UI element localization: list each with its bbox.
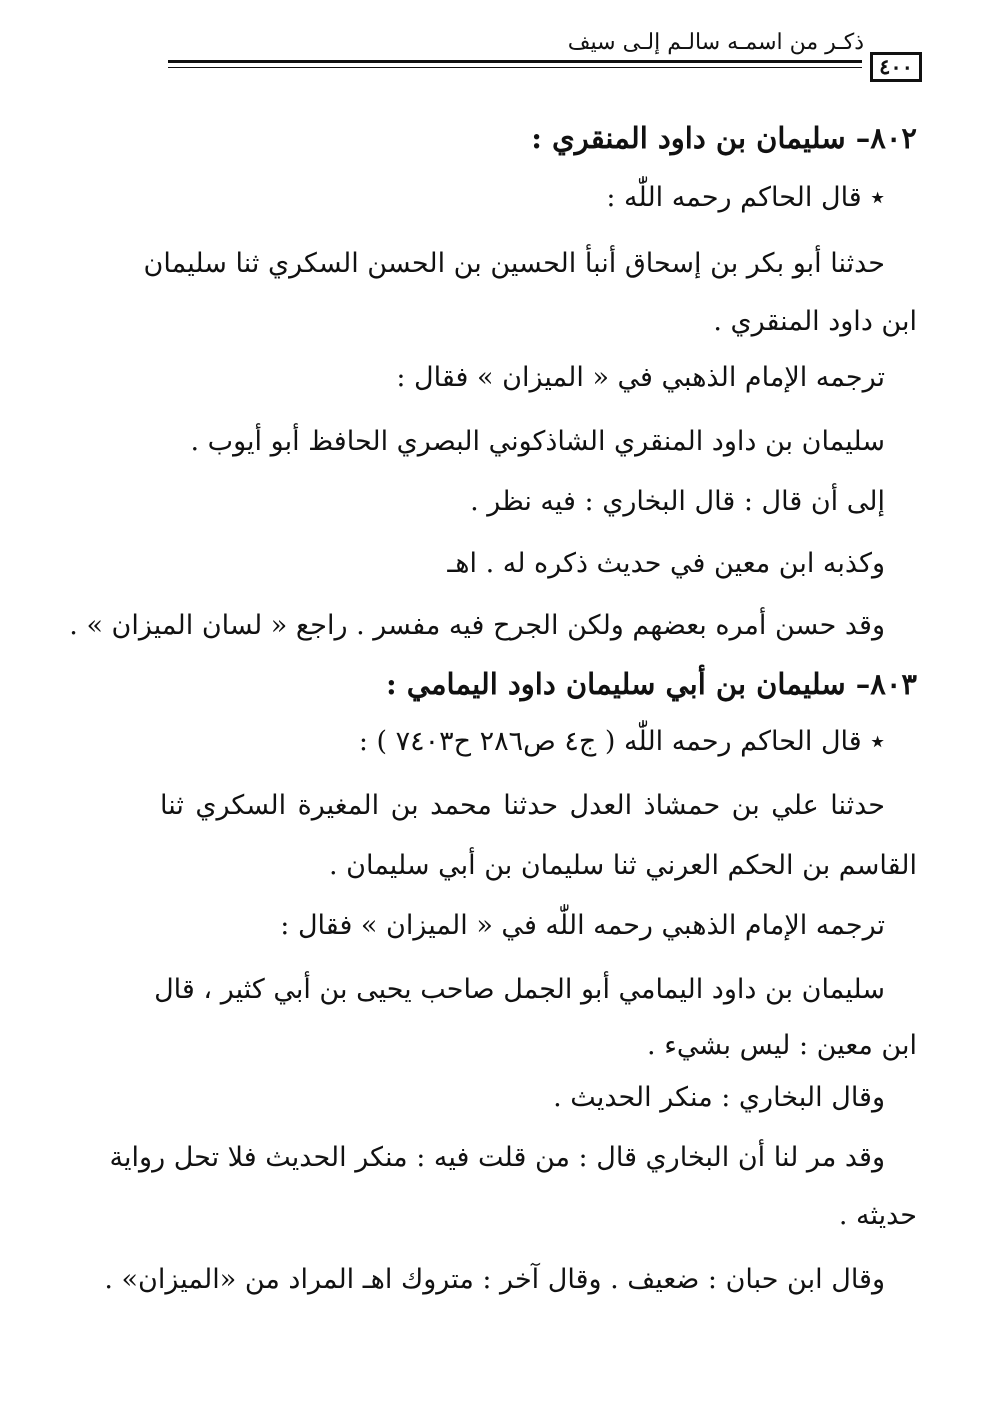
body-line: ٭ قال الحاكم رحمه اللّٰه : bbox=[606, 182, 885, 213]
body-line: وقال ابن حبان : ضعيف . وقال آخر : متروك اهـ المراد من «الميزان» . bbox=[104, 1264, 885, 1295]
body-line: وقد حسن أمره بعضهم ولكن الجرح فيه مفسر . راجع « لسان الميزان » . bbox=[69, 610, 885, 641]
body-line: سليمان بن داود المنقري الشاذكوني البصري الحافظ أبو أيوب . bbox=[190, 426, 885, 457]
body-line: وقال البخاري : منكر الحديث . bbox=[553, 1082, 885, 1113]
body-line: سليمان بن داود اليمامي أبو الجمل صاحب يحيى بن أبي كثير ، قال bbox=[154, 974, 885, 1005]
entry-heading-802: ٨٠٢– سليمان بن داود المنقري : bbox=[531, 121, 917, 155]
body-line: حديثه . bbox=[838, 1200, 917, 1231]
body-line: حدثنا علي بن حمشاذ العدل حدثنا محمد بن المغيرة السكري ثنا bbox=[160, 790, 885, 821]
page-number: ٤٠٠ bbox=[870, 52, 922, 82]
body-line: ابن داود المنقري . bbox=[713, 306, 917, 337]
body-line: وكذبه ابن معين في حديث ذكره له . اهـ bbox=[447, 548, 885, 579]
body-line: ترجمه الإمام الذهبي رحمه اللّٰه في « الميزان » فقال : bbox=[280, 910, 885, 941]
header-rule-thin bbox=[168, 67, 862, 68]
entry-heading-803: ٨٠٣– سليمان بن أبي سليمان داود اليمامي : bbox=[386, 667, 917, 701]
body-line: ٭ قال الحاكم رحمه اللّٰه ( ج٤ ص٢٨٦ ح٧٤٠٣ ) : bbox=[358, 726, 885, 757]
body-line: إلى أن قال : قال البخاري : فيه نظر . bbox=[470, 486, 885, 517]
running-title: ذكـر من اسمـه سالـم إلـى سيف bbox=[567, 30, 864, 55]
body-line: وقد مر لنا أن البخاري قال : من قلت فيه : منكر الحديث فلا تحل رواية bbox=[109, 1142, 885, 1173]
body-line: القاسم بن الحكم العرني ثنا سليمان بن أبي سليمان . bbox=[328, 850, 917, 881]
body-line: ابن معين : ليس بشيء . bbox=[647, 1030, 917, 1061]
body-line: ترجمه الإمام الذهبي في « الميزان » فقال : bbox=[396, 362, 885, 393]
body-line: حدثنا أبو بكر بن إسحاق أنبأ الحسين بن الحسن السكري ثنا سليمان bbox=[143, 248, 885, 279]
header-rule-thick bbox=[168, 60, 862, 63]
